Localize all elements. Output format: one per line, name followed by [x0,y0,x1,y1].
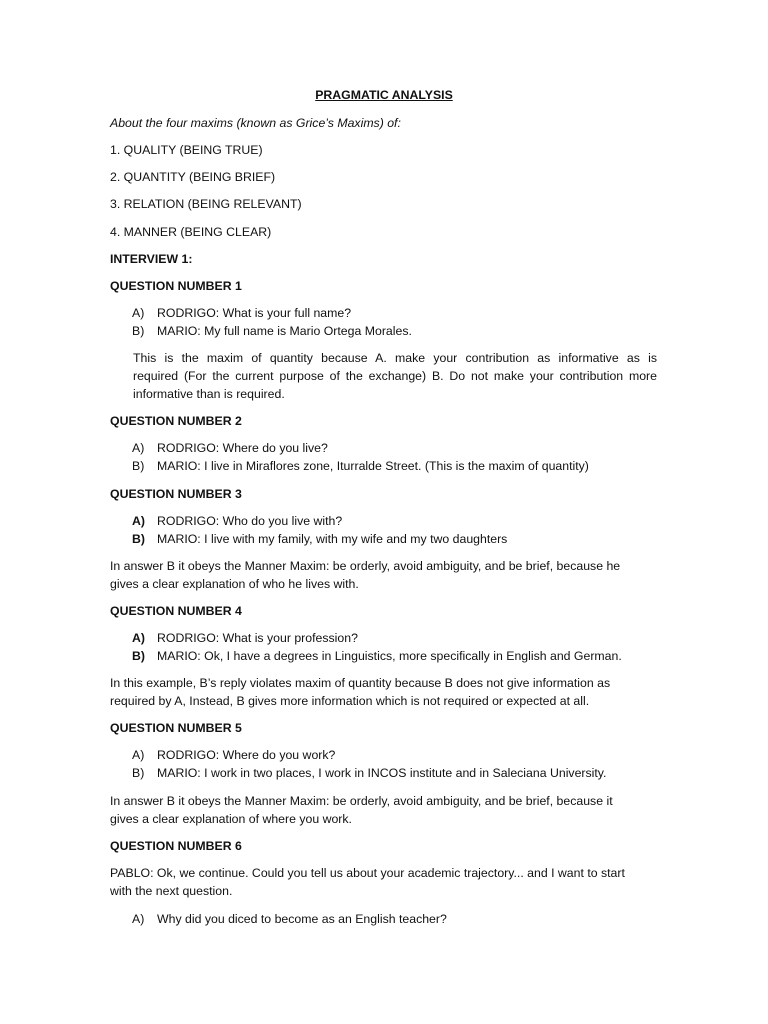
answer-line [132,765,606,781]
answer-line [132,531,507,547]
answer-text: MARIO: My full name is Mario Ortega Morales. [157,324,412,338]
question-heading: QUESTION NUMBER 1 [110,279,242,293]
answer-line [132,513,342,529]
list-marker: B) [132,459,145,473]
question-heading: QUESTION NUMBER 5 [110,721,242,735]
list-marker: B) [132,532,145,546]
maxim-item: 1. QUALITY (BEING TRUE) [110,143,263,157]
answer-line [132,911,447,927]
analysis-line: This is the maxim of quantity because A. make your contribution as informative as is [133,351,657,365]
answer-line [132,648,622,664]
answer-text: RODRIGO: Who do you live with? [157,514,343,528]
analysis-line: informative than is required. [133,387,285,401]
analysis-line: In answer B it obeys the Manner Maxim: be orderly, avoid ambiguity, and be brief, because he [110,559,621,573]
intro-text: About the four maxims (known as Grice’s Maxims) of: [110,116,401,130]
answer-text: Why did you diced to become as an English teacher? [157,912,447,926]
list-marker: A) [132,514,145,528]
list-marker: B) [132,324,145,338]
pablo-line: with the next question. [110,884,233,898]
answer-text: RODRIGO: What is your profession? [157,631,358,645]
question-heading: QUESTION NUMBER 3 [110,487,242,501]
question-heading: QUESTION NUMBER 2 [110,414,242,428]
answer-text: MARIO: I work in two places, I work in INCOS institute and in Saleciana University. [157,766,607,780]
answer-line [132,458,589,474]
answer-line [132,630,358,646]
list-marker: A) [132,631,145,645]
answer-text: MARIO: I live with my family, with my wife and my two daughters [157,532,508,546]
analysis-line: gives a clear explanation of who he lives with. [110,577,359,591]
answer-line [132,305,351,321]
answer-line [132,323,412,339]
answer-text: RODRIGO: Where do you work? [157,748,336,762]
question-heading: QUESTION NUMBER 6 [110,839,242,853]
analysis-line: In this example, B’s reply violates maxim of quantity because B does not give information as [110,676,611,690]
answer-line [132,747,335,763]
maxim-item: 4. MANNER (BEING CLEAR) [110,225,272,239]
document-title: PRAGMATIC ANALYSIS [315,88,453,102]
list-marker: B) [132,766,145,780]
answer-line [132,440,328,456]
answer-text: RODRIGO: What is your full name? [157,306,352,320]
analysis-line: required (For the current purpose of the exchange) B. Do not make your contribution more [133,369,657,383]
list-marker: A) [132,748,145,762]
answer-text: RODRIGO: Where do you live? [157,441,328,455]
list-marker: A) [132,306,145,320]
list-marker: A) [132,912,145,926]
analysis-line: In answer B it obeys the Manner Maxim: be orderly, avoid ambiguity, and be brief, because it [110,794,613,808]
analysis-line: gives a clear explanation of where you work. [110,812,352,826]
list-marker: B) [132,649,145,663]
answer-text: MARIO: I live in Miraflores zone, Iturralde Street. (This is the maxim of quantity) [157,459,589,473]
question-heading: QUESTION NUMBER 4 [110,604,242,618]
list-marker: A) [132,441,145,455]
maxim-item: 3. RELATION (BEING RELEVANT) [110,197,302,211]
pablo-line: PABLO: Ok, we continue. Could you tell us about your academic trajectory... and I want to start [110,866,625,880]
maxim-item: 2. QUANTITY (BEING BRIEF) [110,170,276,184]
interview-heading: INTERVIEW 1: [110,252,193,266]
answer-text: MARIO: Ok, I have a degrees in Linguistics, more specifically in English and German. [157,649,622,663]
analysis-line: required by A, Instead, B gives more information which is not required or expected at all. [110,694,590,708]
